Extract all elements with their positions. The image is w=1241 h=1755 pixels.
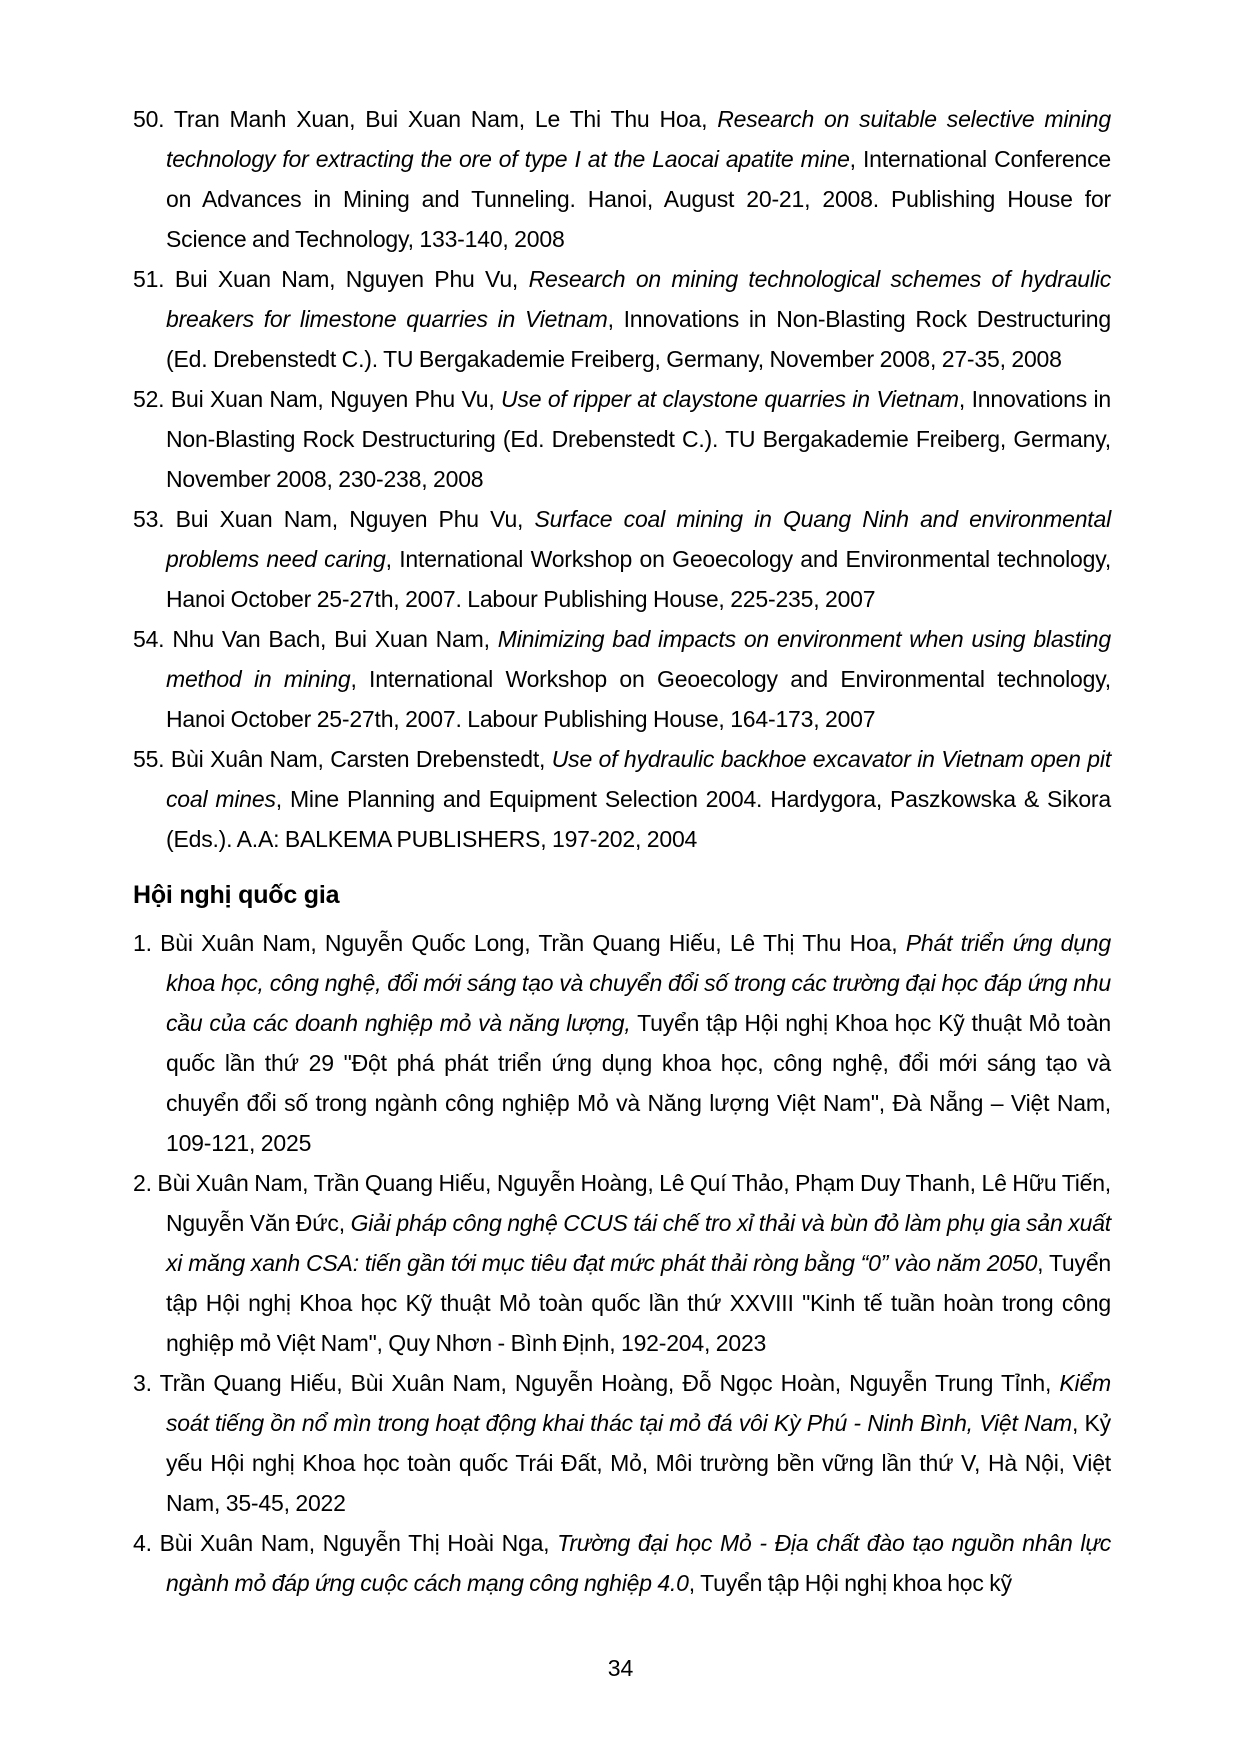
item-number: 54. — [133, 626, 165, 652]
reference-text: Bui Xuan Nam, Nguyen Phu Vu, — [175, 506, 535, 532]
reference-text: Bùi Xuân Nam, Carsten Drebenstedt, — [170, 746, 552, 772]
reference-title: Research on suitable selective mining technology for extracting the ore of type I at the Laocai apatite mine — [166, 106, 1111, 172]
reference-text: , Innovations in Non-Blasting Rock Destructuring (Ed. Drebenstedt C.). TU Bergakademie Freiberg, Germany, November 2008, 27-35, 2008 — [166, 306, 1111, 372]
reference-text: , Kỷ yếu Hội nghị Khoa học toàn quốc Trái Đất, Mỏ, Môi trường bền vững lần thứ V, Hà Nội, Việt Nam, 35-45, 2022 — [166, 1410, 1111, 1516]
item-number: 52. — [133, 386, 165, 412]
reference-item — [133, 99, 1111, 259]
reference-title: Use of hydraulic backhoe excavator in Vietnam open pit coal mines — [166, 746, 1112, 812]
reference-item — [133, 739, 1111, 859]
reference-text: , Innovations in Non-Blasting Rock Destructuring (Ed. Drebenstedt C.). TU Bergakademie Freiberg, Germany, November 2008, 230-238, 2008 — [166, 386, 1112, 492]
reference-title: Kiểm soát tiếng ồn nổ mìn trong hoạt động khai thác tại mỏ đá vôi Kỳ Phú - Ninh Bình, Việt Nam — [166, 1370, 1111, 1436]
reference-item — [133, 379, 1111, 499]
reference-title: Research on mining technological schemes of hydraulic breakers for limestone quarries in Vietnam — [166, 266, 1112, 332]
reference-title: Trường đại học Mỏ - Địa chất đào tạo nguồn nhân lực ngành mỏ đáp ứng cuộc cách mạng công nghiệp 4.0 — [166, 1530, 1112, 1596]
item-number: 50. — [133, 106, 165, 132]
reference-text: , Mine Planning and Equipment Selection 2004. Hardygora, Paszkowska & Sikora (Eds.). A.A: BALKEMA PUBLISHERS, 197-202, 2004 — [166, 786, 1111, 852]
item-number: 2. — [133, 1170, 152, 1196]
reference-title: Phát triển ứng dụng khoa học, công nghệ, đổi mới sáng tạo và chuyển đổi số trong các trường đại học đáp ứng nhu cầu của các doanh nghiệp mỏ và năng lượng, — [166, 930, 1111, 1036]
reference-text: Bui Xuan Nam, Nguyen Phu Vu, — [170, 386, 502, 412]
reference-item — [133, 619, 1111, 739]
item-number: 55. — [133, 746, 165, 772]
page-content — [133, 0, 1111, 1603]
reference-title: Giải pháp công nghệ CCUS tái chế tro xỉ thải và bùn đỏ làm phụ gia sản xuất xi măng xanh CSA: tiến gần tới mục tiêu đạt mức phát thải ròng bằng “0” vào năm 2050 — [166, 1210, 1111, 1276]
reference-text: Bùi Xuân Nam, Trần Quang Hiếu, Nguyễn Hoàng, Lê Quí Thảo, Phạm Duy Thanh, Lê Hữu Tiến, Nguyễn Văn Đức, — [157, 1170, 1111, 1236]
reference-item — [133, 499, 1111, 619]
item-number: 4. — [133, 1530, 152, 1556]
reference-item — [133, 1363, 1111, 1523]
reference-title: Surface coal mining in Quang Ninh and environmental problems need caring — [166, 506, 1111, 572]
page-number: 34 — [607, 1655, 634, 1681]
reference-item — [133, 1523, 1111, 1603]
reference-title: Use of ripper at claystone quarries in Vietnam — [501, 386, 959, 412]
reference-text: Nhu Van Bach, Bui Xuan Nam, — [172, 626, 498, 652]
reference-text: Bui Xuan Nam, Nguyen Phu Vu, — [174, 266, 529, 292]
reference-item — [133, 1163, 1111, 1363]
reference-text: , International Workshop on Geoecology and Environmental technology, Hanoi October 25-27th, 2007. Labour Publishing House, 164-173, 2007 — [166, 666, 1111, 732]
reference-text: Tuyển tập Hội nghị Khoa học Kỹ thuật Mỏ toàn quốc lần thứ 29 "Đột phá phát triển ứng dụng khoa học, công nghệ, đổi mới sáng tạo và chuyển đổi số trong ngành công nghiệp Mỏ và Năng lượng Việt Nam", Đà Nẵng – Việt Nam, 109-121, 2025 — [166, 1010, 1111, 1156]
item-number: 1. — [133, 930, 152, 956]
reference-text: Tran Manh Xuan, Bui Xuan Nam, Le Thi Thu Hoa, — [173, 106, 718, 132]
reference-text: , International Workshop on Geoecology and Environmental technology, Hanoi October 25-27th, 2007. Labour Publishing House, 225-235, 2007 — [166, 546, 1112, 612]
reference-text: Bùi Xuân Nam, Nguyễn Thị Hoài Nga, — [159, 1530, 558, 1556]
international-publications-list — [133, 99, 1111, 859]
reference-item — [133, 259, 1111, 379]
reference-text: , Tuyển tập Hội nghị Khoa học Kỹ thuật Mỏ toàn quốc lần thứ XXVIII "Kinh tế tuần hoàn trong công nghiệp mỏ Việt Nam", Quy Nhơn - Bình Định, 192-204, 2023 — [166, 1250, 1112, 1356]
reference-text: , International Conference on Advances in Mining and Tunneling. Hanoi, August 20-21, 2008. Publishing House for Science and Technology, 133-140, 2008 — [166, 146, 1111, 252]
item-number: 51. — [133, 266, 165, 292]
section-heading-national-conferences: Hội nghị quốc gia — [133, 881, 340, 909]
reference-text: , Tuyển tập Hội nghị khoa học kỹ — [688, 1570, 1012, 1596]
item-number: 3. — [133, 1370, 152, 1396]
reference-title: Minimizing bad impacts on environment when using blasting method in mining — [166, 626, 1111, 692]
item-number: 53. — [133, 506, 165, 532]
reference-text: Bùi Xuân Nam, Nguyễn Quốc Long, Trần Quang Hiếu, Lê Thị Thu Hoa, — [160, 930, 906, 956]
reference-item — [133, 923, 1111, 1163]
reference-text: Trần Quang Hiếu, Bùi Xuân Nam, Nguyễn Hoàng, Đỗ Ngọc Hoàn, Nguyễn Trung Tỉnh, — [159, 1370, 1060, 1396]
national-publications-list — [133, 923, 1111, 1603]
